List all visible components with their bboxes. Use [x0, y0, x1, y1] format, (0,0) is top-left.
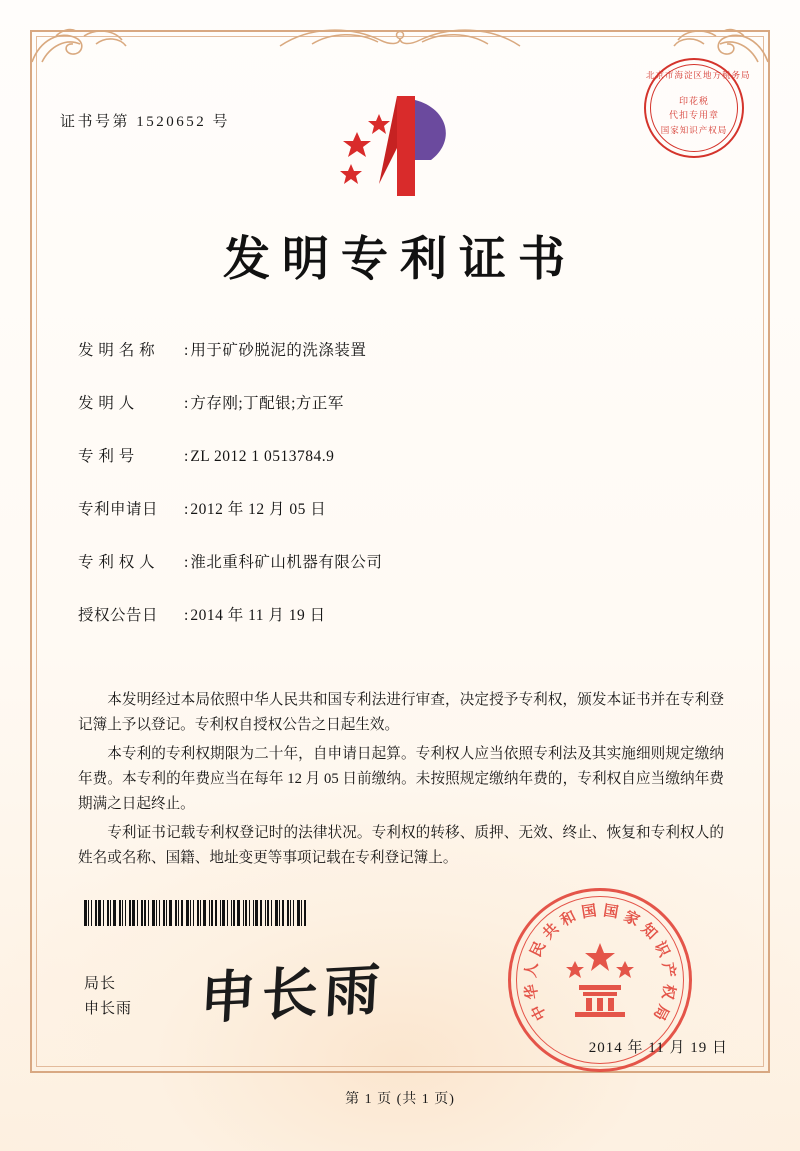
field-row-patentee — [78, 550, 738, 572]
field-value-grant-date: 2014 年 11 月 19 日 — [190, 607, 326, 624]
field-value-patent-number: ZL 2012 1 0513784.9 — [190, 448, 335, 465]
director-handwritten-signature: 申长雨 — [198, 959, 388, 1032]
field-label-grant-date: 授权公告日 — [78, 607, 159, 624]
certificate-fields — [78, 338, 738, 656]
tax-stamp-line-1: 印花税 — [678, 96, 709, 106]
legal-paragraph-1: 本发明经过本局依照中华人民共和国专利法进行审查，决定授予专利权，颁发本证书并在专利登记簿上予以登记。专利权自授权公告之日起生效。 — [78, 692, 724, 733]
field-sep-patentee: : — [184, 554, 189, 571]
patent-office-logo-icon — [335, 88, 470, 203]
national-emblem-icon — [557, 941, 643, 1019]
field-row-grant-date — [78, 603, 738, 625]
field-sep-application-date: : — [184, 501, 189, 518]
field-sep-patent-number: : — [184, 448, 189, 465]
director-labels — [84, 972, 132, 1022]
legal-text-block — [78, 688, 724, 875]
tax-stamp-line-2: 代扣专用章 — [668, 110, 719, 120]
legal-paragraph-2: 本专利的专利权期限为二十年，自申请日起算。专利权人应当依照专利法及其实施细则规定缴纳年费。本专利的年费应当在每年 12 月 05 日前缴纳。未按照规定缴纳年费的，专利权自应当缴纳年费期满之日起终止。 — [78, 746, 724, 812]
field-row-application-date — [78, 497, 738, 519]
director-name-label: 申长雨 — [84, 1001, 133, 1017]
field-sep-invention-name: : — [184, 342, 189, 359]
field-label-patent-number: 专 利 号 — [78, 448, 135, 465]
field-sep-grant-date: : — [184, 607, 189, 624]
page-title: 发明专利证书 — [223, 234, 577, 286]
field-label-inventors: 发 明 人 — [78, 395, 135, 412]
field-label-invention-name: 发 明 名 称 — [78, 342, 156, 359]
seal-date: 2014 年 11 月 19 日 — [588, 1040, 728, 1056]
director-role-label: 局长 — [84, 976, 117, 992]
page-footer: 第 1 页 (共 1 页) — [345, 1092, 455, 1107]
top-center-flourish-icon — [260, 20, 540, 59]
field-label-application-date: 专利申请日 — [78, 501, 159, 518]
tax-stamp — [644, 58, 751, 158]
tax-stamp-arc-text: 北京市海淀区地方税务局 — [646, 70, 751, 80]
field-sep-inventors: : — [184, 395, 189, 412]
seal-circular-text: 中 华 人 民 共 和 国 国 家 知 识 产 权 局 — [523, 903, 677, 1023]
field-value-invention-name: 用于矿砂脱泥的洗涤装置 — [190, 342, 367, 359]
barcode — [84, 900, 309, 926]
field-row-invention-name — [78, 338, 738, 360]
legal-paragraph-3: 专利证书记载专利权登记时的法律状况。专利权的转移、质押、无效、终止、恢复和专利权人的姓名或名称、国籍、地址变更等事项记载在专利登记簿上。 — [78, 825, 724, 866]
certificate-number: 证书号第 1520652 号 — [60, 114, 231, 130]
field-row-inventors — [78, 391, 738, 413]
field-value-inventors: 方存刚;丁配银;方正军 — [190, 395, 344, 412]
tax-stamp-line-3: 国家知识产权局 — [660, 125, 728, 135]
field-value-patentee: 淮北重科矿山机器有限公司 — [190, 554, 383, 571]
field-value-application-date: 2012 年 12 月 05 日 — [190, 501, 327, 518]
field-label-patentee: 专 利 权 人 — [78, 554, 156, 571]
field-row-patent-number — [78, 444, 738, 466]
